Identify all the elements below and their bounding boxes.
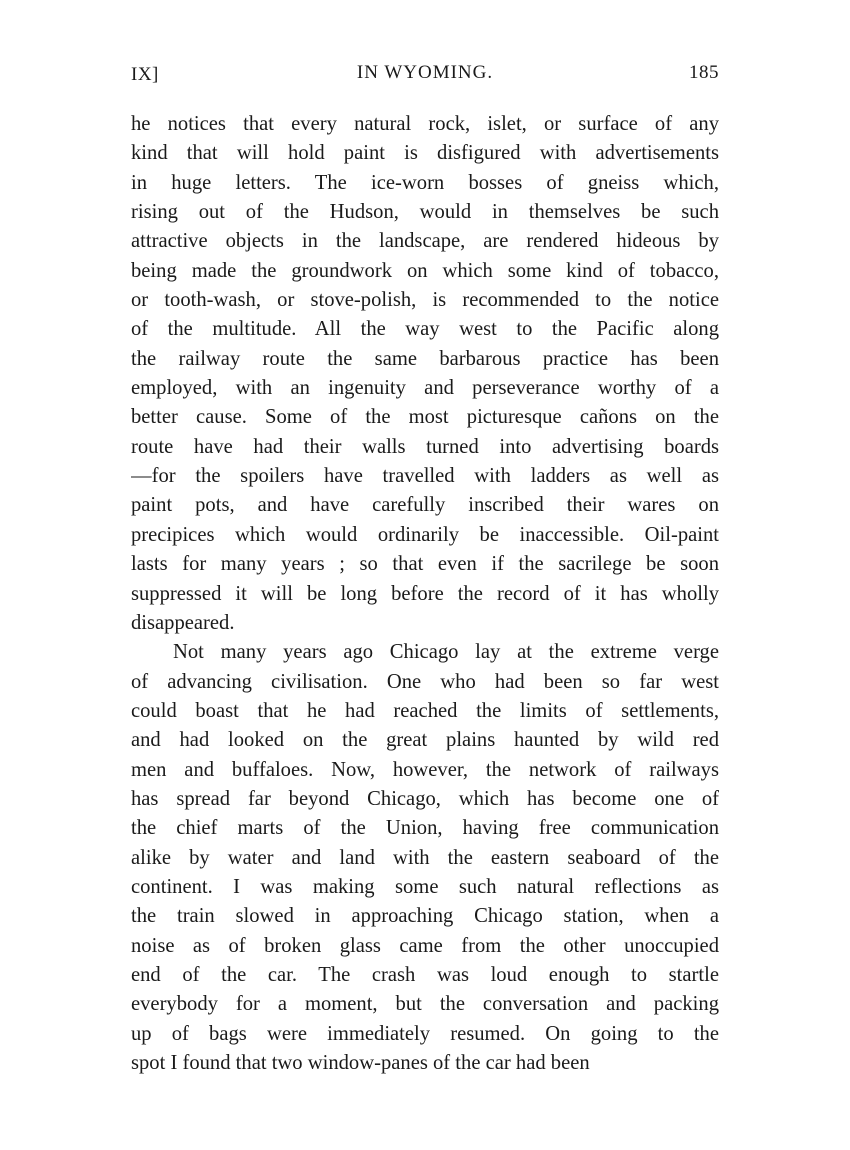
text-line: noise as of broken glass came from the other unoccupied [131,934,719,957]
text-line: kind that will hold paint is disfigured with advertisements [131,142,719,165]
text-line: alike by water and land with the eastern seaboard of the [131,846,719,869]
text-line: in huge letters. The ice-worn bosses of gneiss which, [131,171,719,194]
text-line: of advancing civilisation. One who had been so far west [131,670,719,693]
paragraph [131,638,719,1078]
text-line: could boast that he had reached the limits of settlements, [131,699,719,722]
text-line: better cause. Some of the most picturesque cañons on the [131,406,719,429]
page-number: 185 [689,62,719,83]
text-line: end of the car. The crash was loud enough to startle [131,963,719,986]
body-text [131,110,719,1078]
text-line: continent. I was making some such natural reflections as [131,875,719,898]
running-head [131,60,719,92]
text-line: up of bags were immediately resumed. On going to the [131,1022,719,1045]
text-line: everybody for a moment, but the conversation and packing [131,993,719,1016]
text-line: and had looked on the great plains haunted by wild red [131,729,719,752]
text-line: of the multitude. All the way west to the Pacific along [131,318,719,341]
text-line: the train slowed in approaching Chicago station, when a [131,905,719,928]
text-line: or tooth-wash, or stove-polish, is recommended to the notice [131,289,719,312]
text-line: the railway route the same barbarous practice has been [131,347,719,370]
text-line: paint pots, and have carefully inscribed their wares on [131,494,719,517]
text-line: precipices which would ordinarily be inaccessible. Oil-paint [131,523,719,546]
text-line: men and buffaloes. Now, however, the network of railways [131,758,719,781]
text-line: has spread far beyond Chicago, which has become one of [131,787,719,810]
text-line: rising out of the Hudson, would in themselves be such [131,201,719,224]
text-line: disappeared. [131,611,235,634]
chapter-number: IX] [131,64,159,85]
book-page [131,60,719,1078]
text-line: Not many years ago Chicago lay at the extreme verge [173,641,719,664]
text-line: employed, with an ingenuity and perseverance worthy of a [131,377,719,400]
text-line: suppressed it will be long before the record of it has wholly [131,582,719,605]
text-line: attractive objects in the landscape, are rendered hideous by [131,230,719,253]
text-line: the chief marts of the Union, having free communication [131,817,719,840]
text-line: being made the groundwork on which some kind of tobacco, [131,259,719,282]
text-line: spot I found that two window-panes of the car had been [131,1052,590,1074]
paragraph [131,110,719,638]
text-line: lasts for many years ; so that even if the sacrilege be soon [131,553,719,576]
text-line: he notices that every natural rock, islet, or surface of any [131,113,719,135]
text-line: —for the spoilers have travelled with ladders as well as [131,465,719,488]
running-title: IN WYOMING. [356,62,494,83]
text-line: route have had their walls turned into advertising boards [131,435,719,458]
